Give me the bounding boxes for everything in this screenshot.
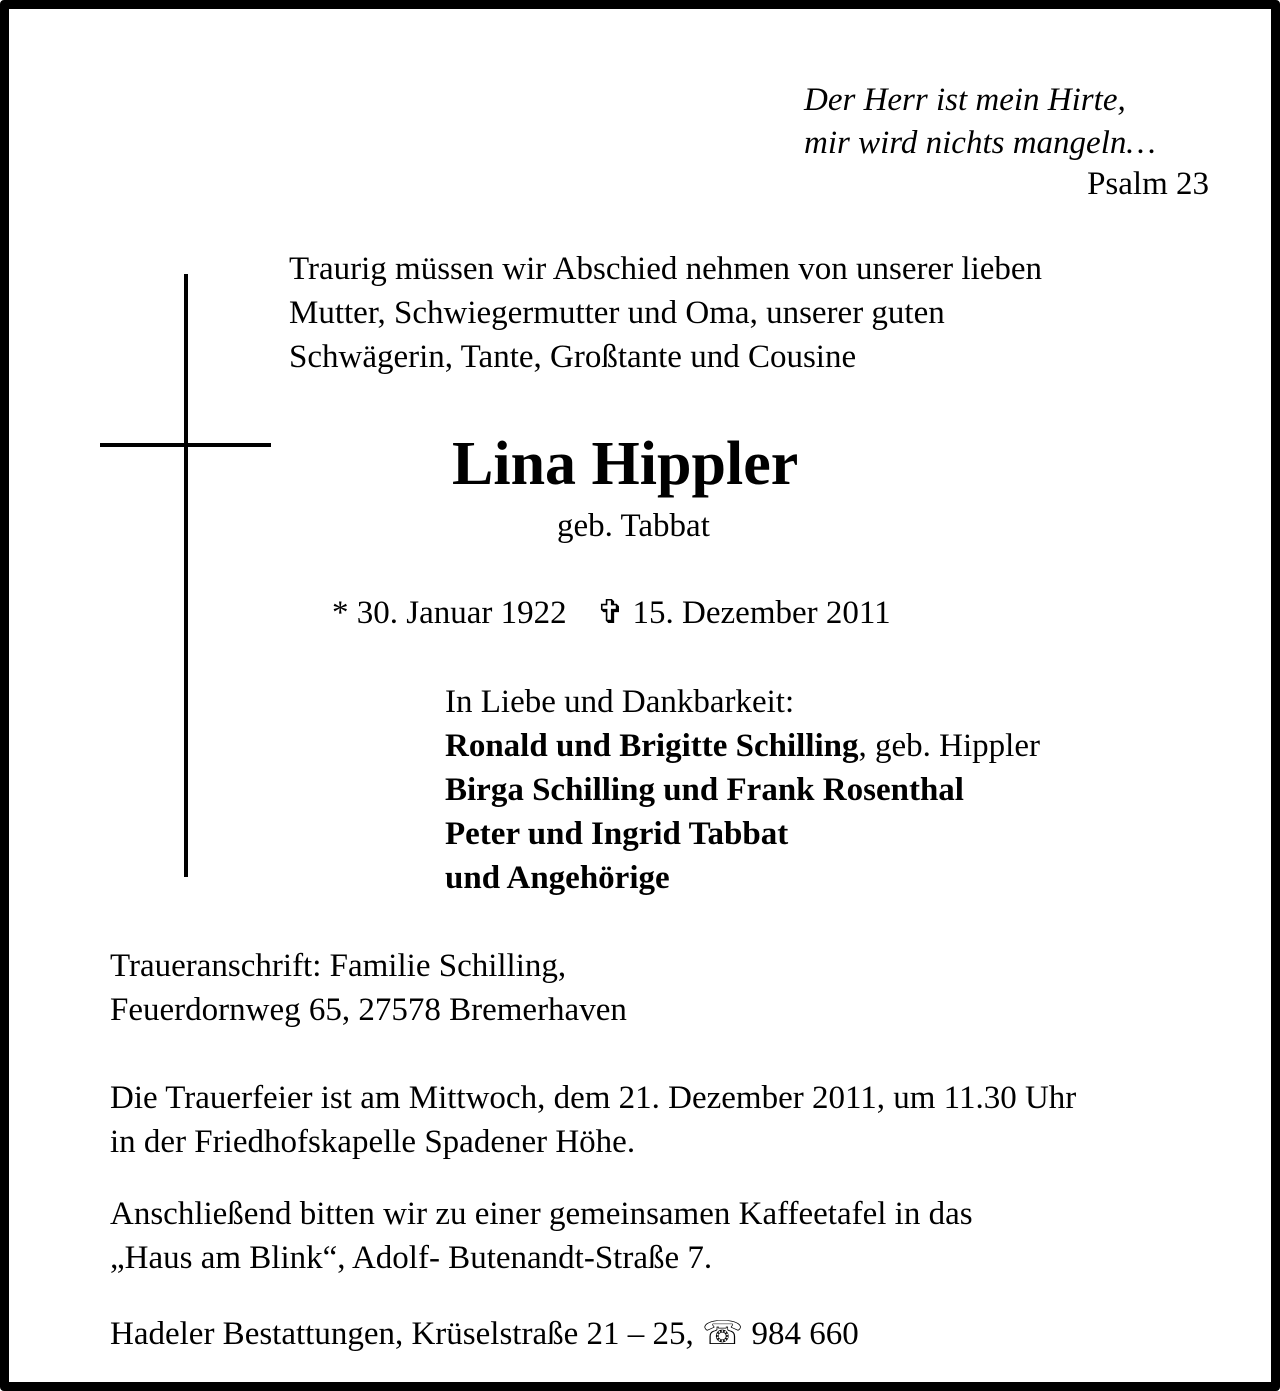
intro-line: Mutter, Schwiegermutter und Oma, unserer guten [289,295,945,331]
psalm-quote-line: mir wird nichts mangeln… [804,125,1156,161]
cross-vertical-bar [184,274,188,877]
intro-line: Traurig müssen wir Abschied nehmen von unserer lieben [289,251,1043,287]
address-line: Traueranschrift: Familie Schilling, [110,948,567,984]
psalm-quote-line: Der Herr ist mein Hirte, [804,82,1126,118]
psalm-source: Psalm 23 [1087,166,1209,202]
mourner-row [445,856,1040,900]
reception-info [110,1192,973,1280]
mourning-address [110,944,627,1032]
psalm-quote [804,79,1156,165]
undertaker-info: Hadeler Bestattungen, Krüselstraße 21 – 25, ☏ 984 660 [110,1316,859,1352]
funeral-service-info [110,1076,1076,1164]
mourners-heading: In Liebe und Dankbarkeit: [445,684,795,720]
death-date: ✞ 15. Dezember 2011 [596,595,891,631]
address-line: Feuerdornweg 65, 27578 Bremerhaven [110,992,627,1028]
mourner-names: Ronald und Brigitte Schilling [445,728,859,764]
mourner-row [445,812,1040,856]
cross-horizontal-bar [100,443,271,447]
service-line: in der Friedhofskapelle Spadener Höhe. [110,1124,636,1160]
mourner-names: Birga Schilling und Frank Rosenthal [445,772,964,808]
service-line: Die Trauerfeier ist am Mittwoch, dem 21. Dezember 2011, um 11.30 Uhr [110,1080,1077,1116]
birth-date: * 30. Januar 1922 [332,595,567,631]
mourner-row [445,768,1040,812]
mourner-names: und Angehörige [445,860,670,896]
intro-text [289,247,1042,379]
mourner-row [445,724,1040,768]
intro-line: Schwägerin, Tante, Großtante und Cousine [289,339,857,375]
mourners-block [445,680,1040,900]
mourner-names: Peter und Ingrid Tabbat [445,816,789,852]
mourner-note: , geb. Hippler [858,728,1040,764]
deceased-name: Lina Hippler [452,430,799,498]
reception-line: „Haus am Blink“, Adolf- Butenandt-Straße 7. [110,1240,713,1276]
life-dates [332,593,891,633]
reception-line: Anschließend bitten wir zu einer gemeinsamen Kaffeetafel in das [110,1196,973,1232]
maiden-name: geb. Tabbat [557,508,710,544]
